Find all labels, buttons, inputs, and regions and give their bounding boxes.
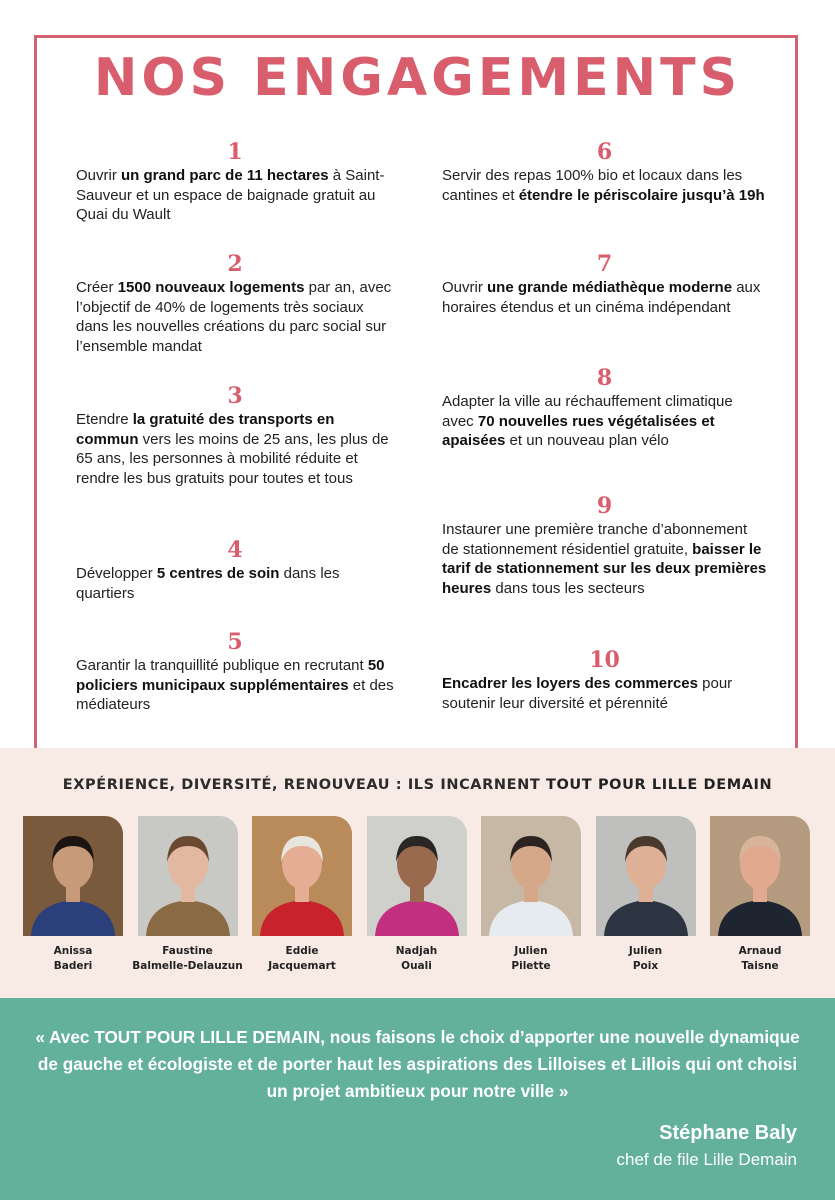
commitment-number: 5 xyxy=(227,629,243,655)
commitment-text xyxy=(76,166,394,225)
commitment-text xyxy=(76,278,394,356)
commitment-text-part: Ouvrir xyxy=(76,167,121,184)
commitment-highlight: 5 centres de soin xyxy=(156,565,280,582)
team-member-name xyxy=(700,944,820,974)
commitment-number: 1 xyxy=(227,139,243,165)
commitment-text-part: Instaurer une première tranche d’abonnement de stationnement résidentiel gratuite, xyxy=(442,521,748,558)
commitment-number: 4 xyxy=(227,537,243,563)
team-heading-brand: TOUT POUR LILLE DEMAIN xyxy=(546,777,773,793)
team-member-first-name: Anissa xyxy=(53,945,93,957)
commitment-item xyxy=(76,628,394,715)
commitment-text xyxy=(442,520,767,598)
team-member-first-name: Julien xyxy=(628,945,663,957)
commitment-text-part: vers les moins de 25 ans, les plus de 65 ans, les personnes à mobilité réduite et rendre les bus gratuits pour toutes et tous xyxy=(76,430,389,487)
commitment-highlight: baisser le tarif de stationnement sur les deux premières heures xyxy=(442,540,767,597)
commitment-text-part: et des médiateurs xyxy=(76,676,394,713)
team-member-photo xyxy=(138,816,238,936)
commitment-text-part: aux horaires étendus et un cinéma indépendant xyxy=(442,279,761,316)
team-member-first-name: Eddie xyxy=(285,945,319,957)
commitment-highlight: étendre le périscolaire jusqu’à 19h xyxy=(518,186,765,204)
commitment-number: 3 xyxy=(227,383,243,409)
team-heading xyxy=(0,777,835,793)
commitment-item xyxy=(442,646,767,713)
team-member-first-name: Arnaud xyxy=(738,945,782,957)
team-member-name xyxy=(357,944,477,974)
team-member-last-name: Taisne xyxy=(741,960,779,972)
commitment-number: 6 xyxy=(596,139,613,165)
commitment-text-part: à Saint-Sauveur et un espace de baignade gratuit au Quai du Wault xyxy=(76,167,385,223)
team-member-photo xyxy=(252,816,352,936)
team-member-photo xyxy=(23,816,123,936)
team-member-last-name: Jacquemart xyxy=(268,960,336,972)
commitment-number: 2 xyxy=(227,251,243,277)
team-member-last-name: Poix xyxy=(632,960,659,972)
commitment-text-part: dans les quartiers xyxy=(76,565,340,602)
commitment-text-part: dans tous les secteurs xyxy=(491,579,645,597)
quote-body: , nous faisons le choix d’apporter une nouvelle dynamique de gauche et écologiste et de porter haut les aspirations des Lilloises et Lillois qui ont choisi un projet ambitieux pour notre ville » xyxy=(37,1027,800,1101)
commitment-number: 9 xyxy=(596,493,613,519)
commitment-text xyxy=(76,410,394,488)
team-member-last-name: Pilette xyxy=(511,960,551,972)
commitment-number: 8 xyxy=(596,365,613,391)
commitment-text xyxy=(76,564,394,603)
quote-text xyxy=(30,1024,805,1105)
team-member-photo xyxy=(710,816,810,936)
quote-brand: TOUT POUR LILLE DEMAIN xyxy=(94,1027,321,1047)
commitment-text xyxy=(76,656,394,715)
commitment-text xyxy=(442,392,767,451)
quote-author: Stéphane Baly xyxy=(659,1122,797,1144)
commitment-text-part: Développer xyxy=(76,565,157,582)
team-member-first-name: Nadjah xyxy=(395,945,438,957)
commitment-highlight: 50 policiers municipaux supplémentaires xyxy=(76,657,385,694)
commitment-number: 7 xyxy=(596,251,613,277)
commitment-highlight: une grande médiathèque moderne xyxy=(487,279,733,296)
commitment-text-part: Créer xyxy=(76,279,118,296)
team-member-last-name: Ouali xyxy=(401,960,432,972)
commitment-item xyxy=(76,382,394,488)
commitment-text-part: Garantir la tranquillité publique en recrutant xyxy=(76,657,368,674)
commitment-text-part: Adapter la ville au réchauffement climatique avec xyxy=(442,393,733,430)
team-heading-lead: EXPÉRIENCE, DIVERSITÉ, RENOUVEAU : ILS INCARNENT xyxy=(62,777,547,793)
commitment-highlight: la gratuité des transports en commun xyxy=(76,411,335,448)
team-member-first-name: Julien xyxy=(514,945,548,957)
team-member-first-name: Faustine xyxy=(162,945,213,957)
portrait-illustration xyxy=(138,816,238,936)
portrait-illustration xyxy=(596,816,696,936)
commitment-text xyxy=(442,278,767,317)
team-member-name xyxy=(128,944,248,974)
commitment-text-part: par an, avec l’objectif de 40% de logements très sociaux dans les nouvelles créations du parc social sur l’ensemble mandat xyxy=(76,279,392,355)
commitment-item xyxy=(76,536,394,603)
commitment-item xyxy=(76,138,394,225)
portrait-illustration xyxy=(367,816,467,936)
commitment-item xyxy=(76,250,394,356)
team-member-last-name: Balmelle-Delauzun xyxy=(132,960,243,972)
commitment-text xyxy=(442,166,767,205)
commitment-text-part: Etendre xyxy=(76,411,133,428)
portrait-illustration xyxy=(252,816,352,936)
team-member-name xyxy=(242,944,362,974)
commitment-item xyxy=(442,364,767,451)
team-member-name xyxy=(586,944,706,974)
commitment-highlight: 1500 nouveaux logements xyxy=(117,279,305,296)
portrait-illustration xyxy=(481,816,581,936)
commitment-item xyxy=(442,138,767,205)
commitment-highlight: Encadrer les loyers des commerces xyxy=(442,675,698,692)
portrait-illustration xyxy=(23,816,123,936)
team-member-photo xyxy=(367,816,467,936)
commitment-highlight: 70 nouvelles rues végétalisées et apaisées xyxy=(442,412,715,449)
commitment-text-part: pour soutenir leur diversité et pérennité xyxy=(442,675,733,712)
commitment-item xyxy=(442,250,767,317)
portrait-illustration xyxy=(710,816,810,936)
team-member-name xyxy=(13,944,133,974)
team-member-name xyxy=(471,944,591,974)
team-member-last-name: Baderi xyxy=(53,960,93,972)
commitment-highlight: un grand parc de 11 hectares xyxy=(121,167,329,184)
commitment-text-part: Servir des repas 100% bio et locaux dans les cantines et xyxy=(442,167,743,204)
team-member-photo xyxy=(596,816,696,936)
commitment-text-part: et un nouveau plan vélo xyxy=(505,432,669,449)
commitment-text xyxy=(442,674,767,713)
quote-open: « Avec xyxy=(35,1027,95,1047)
page-title: NOS ENGAGEMENTS xyxy=(93,48,742,108)
commitment-number: 10 xyxy=(589,647,620,673)
quote-author-role: chef de file Lille Demain xyxy=(616,1150,797,1169)
team-member-photo xyxy=(481,816,581,936)
commitment-item xyxy=(442,492,767,598)
commitment-text-part: Ouvrir xyxy=(442,279,487,296)
